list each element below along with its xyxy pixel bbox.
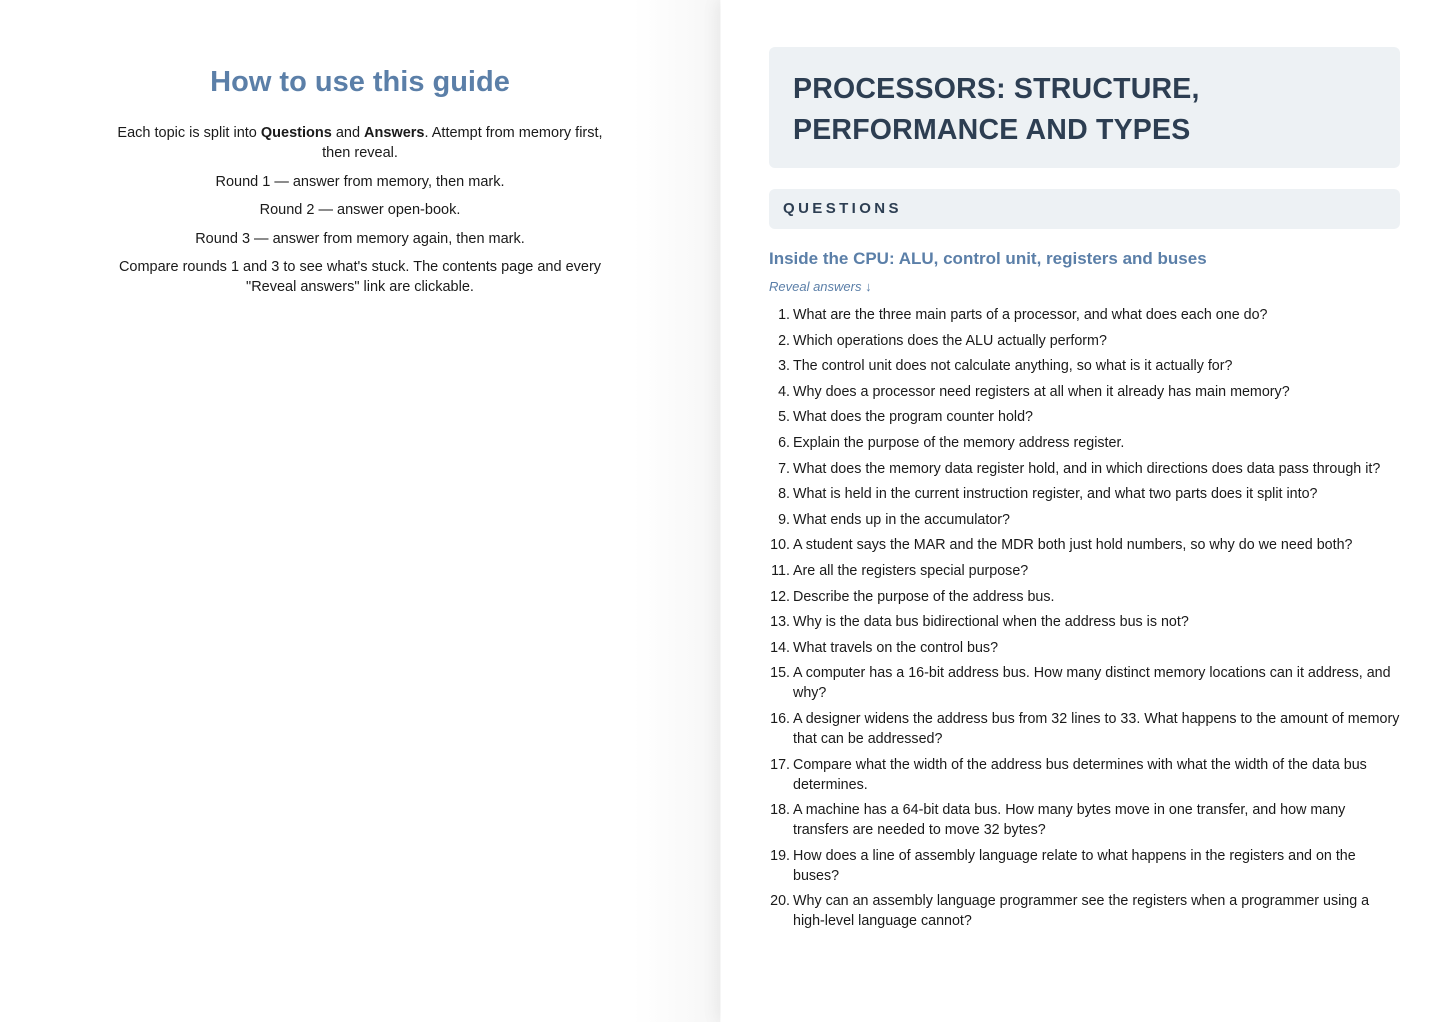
question-text: What ends up in the accumulator?	[793, 511, 1010, 528]
question-number: 12.	[770, 588, 790, 605]
section-header	[769, 189, 1400, 229]
question-number: 17.	[770, 756, 790, 773]
question-text: Why does a processor need registers at all when it already has main memory?	[793, 383, 1290, 400]
intro-answers-bold: Answers	[364, 125, 425, 141]
question-number: 18.	[770, 802, 790, 819]
question-item	[769, 459, 1401, 479]
question-text: What travels on the control bus?	[793, 639, 999, 656]
intro-text: Each topic is split into	[117, 125, 261, 141]
question-number: 3.	[778, 358, 790, 375]
question-item	[769, 356, 1401, 376]
question-number: 20.	[770, 893, 790, 910]
question-item	[769, 709, 1401, 749]
question-text: Which operations does the ALU actually perform?	[793, 332, 1107, 349]
question-text: Why can an assembly language programmer see the registers when a programmer using a high-level language cannot?	[793, 893, 1370, 930]
question-item	[769, 382, 1401, 402]
question-number: 5.	[778, 409, 790, 426]
question-item	[769, 535, 1401, 555]
round-2-text: Round 2 — answer open-book.	[259, 202, 461, 218]
question-number: 8.	[778, 486, 790, 503]
question-item	[769, 484, 1401, 504]
chapter-title: PROCESSORS: STRUCTURE, PERFORMANCE AND TYPES	[793, 73, 1200, 146]
question-item	[769, 587, 1401, 607]
intro-suffix-text: . Attempt from memory first, then reveal.	[322, 125, 603, 161]
question-text: Describe the purpose of the address bus.	[793, 588, 1055, 605]
question-item	[769, 755, 1401, 795]
question-text: What is held in the current instruction register, and what two parts does it split into?	[793, 486, 1318, 503]
question-item	[769, 891, 1401, 931]
question-number: 14.	[770, 639, 790, 656]
topic-title: Inside the CPU: ALU, control unit, registers and buses	[769, 249, 1207, 268]
question-list	[769, 305, 1401, 937]
question-number: 13.	[770, 614, 790, 631]
left-page	[0, 0, 720, 1022]
question-number: 15.	[770, 665, 790, 682]
round-1-text: Round 1 — answer from memory, then mark.	[215, 173, 505, 190]
section-label: QUESTIONS	[783, 200, 902, 217]
question-number: 2.	[778, 332, 790, 349]
intro-questions-bold: Questions	[260, 125, 332, 141]
guide-instructions	[108, 123, 612, 306]
question-item	[769, 331, 1401, 351]
question-item	[769, 846, 1401, 886]
question-text: What does the memory data register hold, and in which directions does data pass through it?	[793, 460, 1381, 477]
question-number: 11.	[771, 562, 790, 579]
chapter-header	[769, 47, 1400, 168]
question-item	[769, 305, 1401, 325]
round-3-text: Round 3 — answer from memory again, then mark.	[195, 230, 525, 247]
intro-and-text: and	[331, 125, 365, 141]
question-text: Compare what the width of the address bus determines with what the width of the data bus determines.	[793, 756, 1367, 793]
question-number: 9.	[778, 511, 790, 528]
question-item	[769, 433, 1401, 453]
question-item	[769, 800, 1401, 840]
intro-paragraph	[108, 123, 612, 163]
reveal-answers-link[interactable]: Reveal answers ↓	[769, 279, 872, 294]
question-number: 19.	[770, 847, 790, 864]
question-number: 4.	[778, 383, 790, 400]
question-text: The control unit does not calculate anything, so what is it actually for?	[793, 358, 1233, 375]
question-text: How does a line of assembly language relate to what happens in the registers and on the buses?	[793, 847, 1356, 884]
question-text: Are all the registers special purpose?	[793, 562, 1029, 579]
question-text: Why is the data bus bidirectional when the address bus is not?	[793, 614, 1189, 631]
question-text: A computer has a 16-bit address bus. How many distinct memory locations can it address, and why?	[793, 665, 1391, 702]
question-item	[769, 510, 1401, 530]
question-text: What are the three main parts of a processor, and what does each one do?	[793, 307, 1268, 323]
question-text: A designer widens the address bus from 32 lines to 33. What happens to the amount of memory that can be addressed?	[793, 710, 1400, 747]
compare-text: Compare rounds 1 and 3 to see what's stuck. The contents page and every "Reveal answers" link are clickable.	[118, 259, 602, 295]
question-text: A machine has a 64-bit data bus. How many bytes move in one transfer, and how many transfers are needed to move 32 bytes?	[793, 802, 1346, 839]
question-item	[769, 407, 1401, 427]
question-item	[769, 612, 1401, 632]
question-number: 1.	[778, 307, 790, 323]
question-number: 16.	[770, 710, 790, 727]
question-number: 7.	[778, 460, 790, 477]
question-item	[769, 663, 1401, 703]
question-text: Explain the purpose of the memory address register.	[793, 434, 1125, 451]
question-item	[769, 561, 1401, 581]
right-page	[721, 0, 1445, 1022]
question-number: 6.	[778, 434, 790, 451]
question-item	[769, 638, 1401, 658]
question-number: 10.	[770, 537, 790, 554]
guide-title: How to use this guide	[210, 66, 510, 98]
question-text: What does the program counter hold?	[793, 409, 1034, 426]
question-text: A student says the MAR and the MDR both just hold numbers, so why do we need both?	[793, 537, 1353, 554]
